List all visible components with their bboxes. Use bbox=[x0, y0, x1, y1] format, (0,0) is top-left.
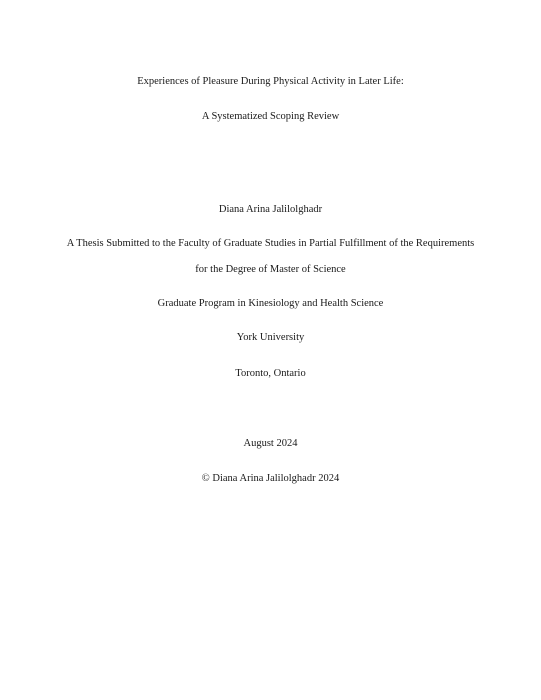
thesis-title: Experiences of Pleasure During Physical Activity in Later Life: bbox=[137, 76, 404, 87]
author-name: Diana Arina Jalilolghadr bbox=[218, 204, 323, 215]
submission-date: August 2024 bbox=[243, 438, 298, 449]
location: Toronto, Ontario bbox=[235, 368, 306, 379]
thesis-subtitle: A Systematized Scoping Review bbox=[201, 111, 340, 122]
thesis-statement-line-2: for the Degree of Master of Science bbox=[195, 264, 346, 275]
university-name: York University bbox=[236, 332, 305, 343]
graduate-program: Graduate Program in Kinesiology and Health Science bbox=[157, 298, 384, 309]
copyright-notice: © Diana Arina Jalilolghadr 2024 bbox=[201, 473, 340, 484]
thesis-statement-line-1: A Thesis Submitted to the Faculty of Graduate Studies in Partial Fulfillment of the Requirements bbox=[66, 238, 475, 249]
